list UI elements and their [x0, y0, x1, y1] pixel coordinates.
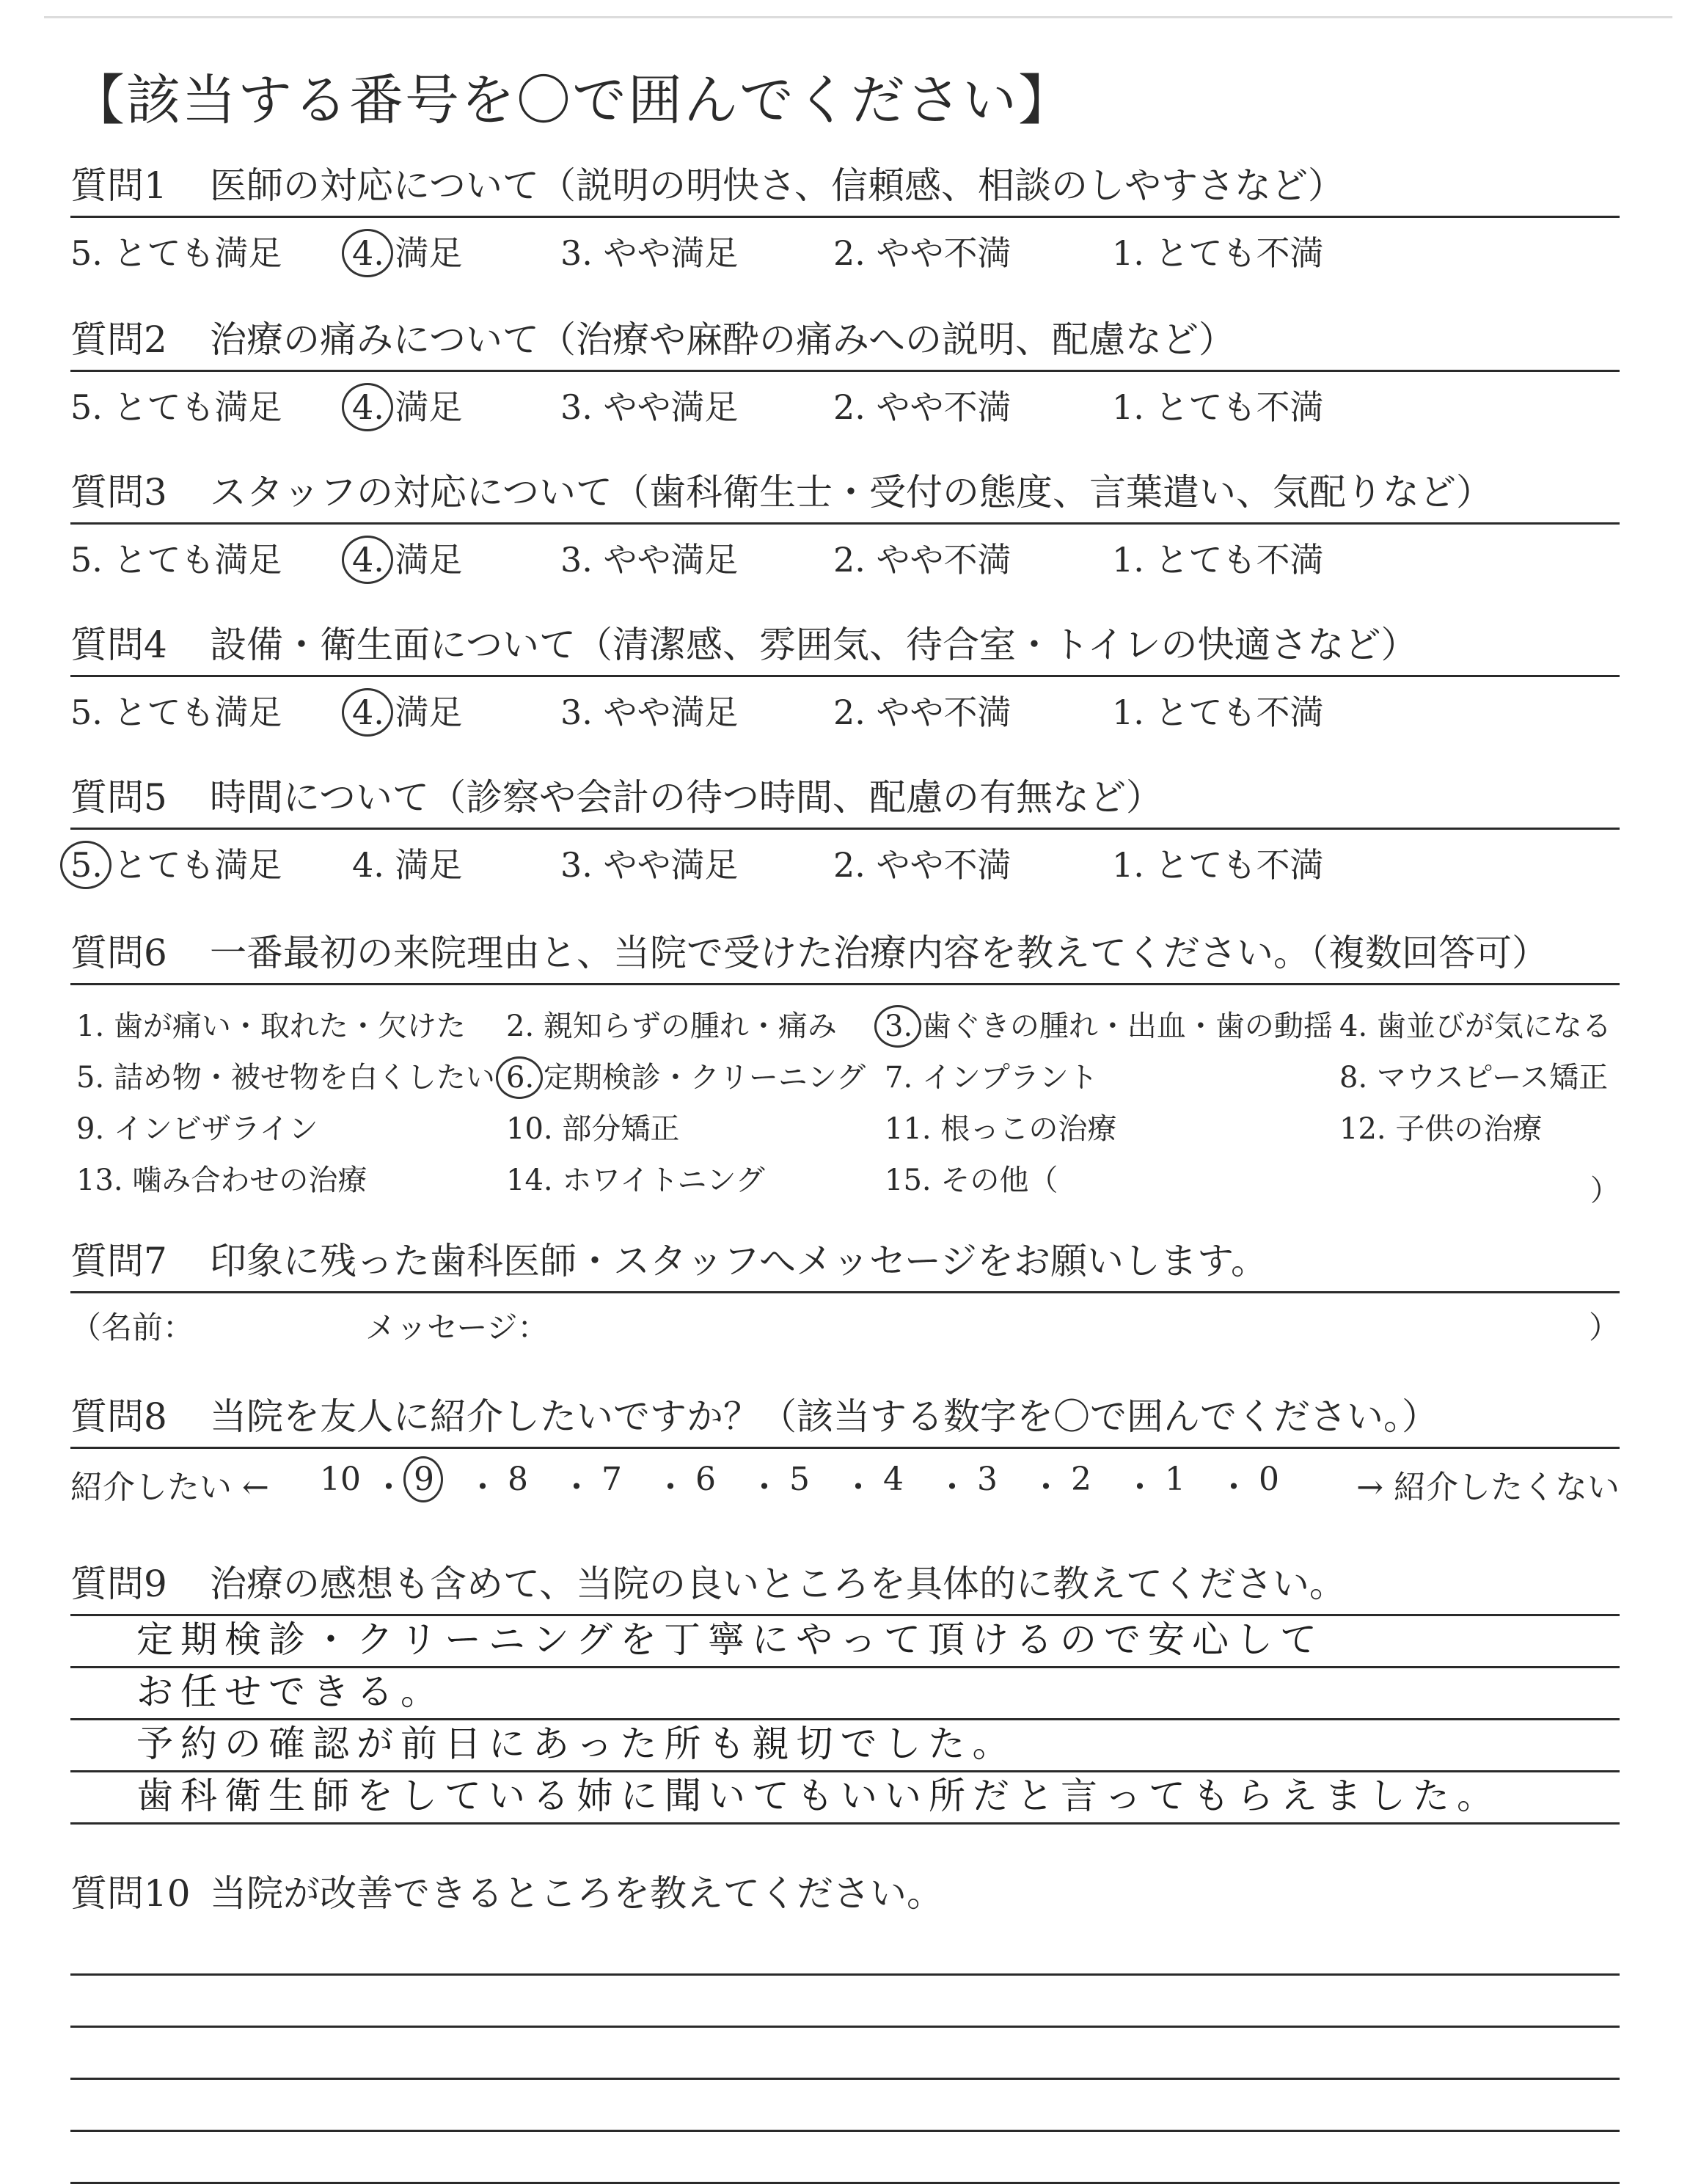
scale-dot: ・ [936, 1469, 968, 1506]
treatment-option-label: 部分矯正 [552, 1112, 680, 1146]
treatment-option-number: 4. [1339, 1009, 1368, 1043]
question-2-options [70, 372, 1620, 431]
rating-option-number: 3. [560, 233, 593, 273]
question-6 [70, 923, 1620, 1208]
treatment-option-label: 噛み合わせの治療 [122, 1164, 367, 1197]
question-4-number: 質問4 [70, 624, 167, 666]
question-1 [70, 156, 1620, 277]
scale-value-number: 10 [320, 1461, 361, 1498]
rating-option-number: 5. [70, 233, 103, 273]
scale-value-number: 1 [1165, 1461, 1185, 1498]
treatment-option-3[interactable] [885, 1003, 1333, 1045]
question-6-options [70, 985, 1620, 1208]
scale-dot: ・ [373, 1469, 405, 1506]
rating-option-label: 満足 [384, 845, 463, 885]
question-5-options [70, 830, 1620, 888]
question-4-header [70, 615, 1620, 677]
rating-option-label: とても満足 [102, 845, 282, 885]
treatment-option-7[interactable] [885, 1054, 1098, 1096]
treatment-option-label: ホワイトニング [552, 1164, 765, 1197]
rating-option-label: やや不満 [865, 233, 1012, 273]
rating-option-number: 1. [1112, 540, 1144, 580]
rating-option-number: 4. [352, 693, 384, 732]
treatment-option-label: 詰め物・被せ物を白くしたい [104, 1061, 495, 1095]
treatment-option-9[interactable] [76, 1106, 318, 1147]
rating-option-label: やや不満 [865, 845, 1012, 885]
treatment-option-label: マウスピース矯正 [1367, 1061, 1609, 1095]
rating-option-1[interactable] [1112, 839, 1324, 887]
treatment-option-number: 13. [76, 1164, 123, 1197]
rating-option-label: とても不満 [1144, 540, 1324, 580]
rating-option-1[interactable] [1112, 533, 1324, 582]
question-7-number: 質問7 [70, 1240, 167, 1282]
rating-option-2[interactable] [833, 839, 1012, 887]
rating-option-number: 5. [70, 387, 103, 427]
handwritten-answer: お任せできる。 [136, 1670, 445, 1713]
treatment-option-number: 10. [506, 1112, 553, 1146]
answer-line [70, 2028, 1620, 2080]
rating-option-4[interactable] [352, 686, 463, 734]
treatment-option-number: 5. [76, 1061, 105, 1095]
scale-value-number: 8 [508, 1461, 528, 1498]
question-7-fields [70, 1293, 1620, 1352]
question-5-header [70, 767, 1620, 830]
question-7-header [70, 1231, 1620, 1293]
answer-line [70, 1924, 1620, 1976]
question-5-number: 質問5 [70, 776, 167, 819]
treatment-option-number: 1. [76, 1009, 105, 1043]
scale-left-label: 紹介したい ← [70, 1469, 269, 1506]
treatment-option-label: 定期検診・クリーニング [534, 1061, 866, 1095]
rating-option-4[interactable] [352, 227, 463, 275]
question-6-number: 質問6 [70, 932, 167, 974]
rating-option-number: 1. [1112, 233, 1144, 273]
treatment-option-label: 歯が痛い・取れた・欠けた [104, 1009, 466, 1043]
question-6-close-paren: ） [1590, 1174, 1620, 1208]
treatment-option-number: 7. [885, 1061, 913, 1095]
scale-value-10[interactable] [320, 1461, 361, 1498]
treatment-option-1[interactable] [76, 1003, 466, 1045]
top-border [44, 16, 1672, 18]
treatment-option-number: 6. [506, 1061, 535, 1095]
recommend-scale [70, 1449, 1620, 1508]
question-1-number: 質問1 [70, 164, 167, 207]
rating-option-label: やや満足 [592, 387, 739, 427]
answer-line [70, 1772, 1620, 1825]
rating-option-number: 1. [1112, 387, 1144, 427]
scale-value-6[interactable] [695, 1461, 716, 1498]
question-4-options [70, 677, 1620, 736]
treatment-option-number: 3. [885, 1009, 913, 1043]
rating-option-2[interactable] [833, 227, 1012, 275]
question-8 [70, 1387, 1620, 1508]
question-9-header [70, 1554, 1620, 1616]
rating-option-number: 2. [833, 387, 866, 427]
rating-option-number: 2. [833, 845, 866, 885]
rating-option-label: とても不満 [1144, 845, 1324, 885]
rating-option-label: やや不満 [865, 693, 1012, 732]
answer-line [70, 1976, 1620, 2028]
question-1-options [70, 218, 1620, 277]
treatment-option-number: 8. [1339, 1061, 1368, 1095]
question-5-text: 時間について（診察や会計の待つ時間、配慮の有無など） [210, 776, 1163, 819]
answer-line [70, 1668, 1620, 1720]
rating-option-label: とても不満 [1144, 387, 1324, 427]
rating-option-5[interactable] [70, 381, 282, 429]
rating-option-label: とても満足 [102, 387, 282, 427]
question-10-answer [70, 1924, 1620, 2184]
treatment-option-5[interactable] [76, 1054, 495, 1096]
answer-line [70, 1720, 1620, 1772]
treatment-option-label: インプラント [912, 1061, 1098, 1095]
rating-option-number: 2. [833, 540, 866, 580]
rating-option-5[interactable] [70, 839, 282, 887]
question-8-header [70, 1387, 1620, 1449]
question-3-text: スタッフの対応について（歯科衛生士・受付の態度、言葉遣い、気配りなど） [210, 471, 1493, 514]
question-3-number: 質問3 [70, 471, 167, 514]
rating-option-4[interactable] [352, 839, 463, 887]
treatment-option-11[interactable] [885, 1106, 1116, 1147]
treatment-option-label: 歯並びが気になる [1367, 1009, 1612, 1043]
scale-value-number: 0 [1259, 1461, 1279, 1498]
question-6-header [70, 923, 1620, 985]
rating-option-number: 5. [70, 693, 103, 732]
treatment-option-label: インビザライン [104, 1112, 318, 1146]
question-9-number: 質問9 [70, 1563, 167, 1605]
treatment-option-label: 親知らずの腫れ・痛み [534, 1009, 837, 1043]
name-label: （名前： [70, 1310, 194, 1345]
rating-option-4[interactable] [352, 381, 463, 429]
rating-option-3[interactable] [560, 227, 739, 275]
treatment-option-15[interactable] [885, 1157, 1058, 1199]
rating-option-3[interactable] [560, 533, 739, 582]
rating-option-label: とても不満 [1144, 693, 1324, 732]
rating-option-number: 4. [352, 387, 384, 427]
scale-dot: ・ [654, 1469, 687, 1506]
handwritten-answer: 予約の確認が前日にあった所も親切でした。 [136, 1723, 1017, 1765]
scale-dot: ・ [467, 1469, 499, 1506]
question-8-number: 質問8 [70, 1395, 167, 1438]
rating-option-label: 満足 [384, 233, 463, 273]
rating-option-number: 4. [352, 540, 384, 580]
question-7-close-paren: ） [1588, 1310, 1620, 1345]
rating-option-label: 満足 [384, 693, 463, 732]
treatment-option-4[interactable] [1339, 1003, 1612, 1045]
rating-option-label: 満足 [384, 540, 463, 580]
scale-right-label: → 紹介したくない [1356, 1469, 1620, 1506]
rating-option-label: とても満足 [102, 233, 282, 273]
rating-option-2[interactable] [833, 381, 1012, 429]
rating-option-label: やや満足 [592, 693, 739, 732]
question-4-text: 設備・衛生面について（清潔感、雰囲気、待合室・トイレの快適さなど） [210, 624, 1418, 666]
question-9-answer [70, 1616, 1620, 1825]
treatment-option-12[interactable] [1339, 1106, 1542, 1147]
question-5 [70, 767, 1620, 888]
page-title: 【該当する番号を〇で囲んでください】 [70, 69, 1074, 132]
treatment-option-number: 9. [76, 1112, 105, 1146]
scale-value-number: 5 [789, 1461, 810, 1498]
treatment-option-label: その他（ [931, 1164, 1058, 1197]
question-9-text: 治療の感想も含めて、当院の良いところを具体的に教えてください。 [210, 1563, 1346, 1605]
question-2-text: 治療の痛みについて（治療や麻酔の痛みへの説明、配慮など） [210, 318, 1235, 361]
scale-dot: ・ [842, 1469, 874, 1506]
rating-option-label: とても満足 [102, 540, 282, 580]
question-3 [70, 462, 1620, 583]
question-7-text: 印象に残った歯科医師・スタッフへメッセージをお願いします。 [210, 1240, 1268, 1282]
rating-option-number: 1. [1112, 845, 1144, 885]
rating-option-number: 3. [560, 845, 593, 885]
scale-value-number: 6 [695, 1461, 716, 1498]
scale-value-9[interactable] [414, 1461, 434, 1498]
question-10-number: 質問10 [70, 1872, 191, 1915]
rating-option-number: 4. [352, 845, 384, 885]
treatment-option-8[interactable] [1339, 1054, 1608, 1096]
scale-value-number: 7 [601, 1461, 622, 1498]
rating-option-3[interactable] [560, 381, 739, 429]
rating-option-5[interactable] [70, 227, 282, 275]
rating-option-number: 1. [1112, 693, 1144, 732]
rating-option-label: とても不満 [1144, 233, 1324, 273]
rating-option-label: とても満足 [102, 693, 282, 732]
rating-option-3[interactable] [560, 839, 739, 887]
question-10-header [70, 1863, 1620, 1924]
scale-value-8[interactable] [508, 1461, 528, 1498]
scale-value-number: 4 [883, 1461, 904, 1498]
treatment-option-2[interactable] [506, 1003, 837, 1045]
question-6-text: 一番最初の来院理由と、当院で受けた治療内容を教えてください。（複数回答可） [210, 932, 1548, 974]
question-8-text: 当院を友人に紹介したいですか？（該当する数字を〇で囲んでください。） [210, 1395, 1438, 1438]
rating-option-number: 2. [833, 693, 866, 732]
question-4 [70, 615, 1620, 736]
question-3-options [70, 525, 1620, 583]
question-2-header [70, 310, 1620, 372]
scale-dot: ・ [748, 1469, 780, 1506]
answer-line [70, 2080, 1620, 2132]
treatment-option-13[interactable] [76, 1157, 367, 1199]
rating-option-4[interactable] [352, 533, 463, 582]
scale-value-7[interactable] [601, 1461, 622, 1498]
rating-option-label: やや不満 [865, 540, 1012, 580]
treatment-option-14[interactable] [506, 1157, 765, 1199]
treatment-option-label: 子供の治療 [1386, 1112, 1543, 1146]
rating-option-2[interactable] [833, 533, 1012, 582]
rating-option-1[interactable] [1112, 227, 1324, 275]
answer-line [70, 2132, 1620, 2184]
rating-option-number: 3. [560, 387, 593, 427]
treatment-option-label: 根っこの治療 [931, 1112, 1117, 1146]
scale-value-1[interactable] [1165, 1461, 1185, 1498]
rating-option-label: やや満足 [592, 845, 739, 885]
message-label: メッセージ： [365, 1310, 549, 1345]
question-1-header [70, 156, 1620, 218]
scale-value-0[interactable] [1259, 1461, 1279, 1498]
rating-option-1[interactable] [1112, 381, 1324, 429]
question-7 [70, 1231, 1620, 1352]
treatment-option-number: 11. [885, 1112, 932, 1146]
scale-dot: ・ [1218, 1469, 1250, 1506]
treatment-option-number: 14. [506, 1164, 553, 1197]
treatment-option-number: 15. [885, 1164, 932, 1197]
rating-option-5[interactable] [70, 686, 282, 734]
scale-value-4[interactable] [883, 1461, 904, 1498]
question-2 [70, 310, 1620, 431]
scale-value-number: 3 [977, 1461, 998, 1498]
scale-dot: ・ [1124, 1469, 1156, 1506]
question-3-header [70, 462, 1620, 525]
rating-option-2[interactable] [833, 686, 1012, 734]
rating-option-number: 5. [70, 845, 103, 885]
scale-value-5[interactable] [789, 1461, 810, 1498]
rating-option-label: やや満足 [592, 233, 739, 273]
rating-option-number: 2. [833, 233, 866, 273]
handwritten-answer: 定期検診・クリーニングを丁寧にやって頂けるので安心して [136, 1618, 1324, 1661]
rating-option-number: 4. [352, 233, 384, 273]
question-2-number: 質問2 [70, 318, 167, 361]
rating-option-number: 5. [70, 540, 103, 580]
scale-value-number: 9 [414, 1461, 434, 1498]
rating-option-number: 3. [560, 693, 593, 732]
treatment-option-label: 歯ぐきの腫れ・出血・歯の動揺 [912, 1009, 1333, 1043]
question-9 [70, 1554, 1620, 1825]
handwritten-answer: 歯科衛生師をしている姉に聞いてもいい所だと言ってもらえました。 [136, 1775, 1501, 1817]
rating-option-number: 3. [560, 540, 593, 580]
question-10 [70, 1863, 1620, 2184]
scale-value-3[interactable] [977, 1461, 998, 1498]
rating-option-1[interactable] [1112, 686, 1324, 734]
rating-option-label: やや満足 [592, 540, 739, 580]
scale-dot: ・ [1030, 1469, 1062, 1506]
rating-option-label: 満足 [384, 387, 463, 427]
rating-option-label: やや不満 [865, 387, 1012, 427]
scale-value-2[interactable] [1071, 1461, 1091, 1498]
rating-option-3[interactable] [560, 686, 739, 734]
rating-option-5[interactable] [70, 533, 282, 582]
scale-dot: ・ [560, 1469, 593, 1506]
treatment-option-number: 12. [1339, 1112, 1386, 1146]
treatment-option-number: 2. [506, 1009, 535, 1043]
question-10-text: 当院が改善できるところを教えてください。 [210, 1872, 943, 1915]
scale-value-number: 2 [1071, 1461, 1091, 1498]
treatment-option-10[interactable] [506, 1106, 679, 1147]
question-1-text: 医師の対応について（説明の明快さ、信頼感、相談のしやすさなど） [210, 164, 1345, 207]
treatment-option-6[interactable] [506, 1054, 866, 1096]
answer-line [70, 1616, 1620, 1668]
